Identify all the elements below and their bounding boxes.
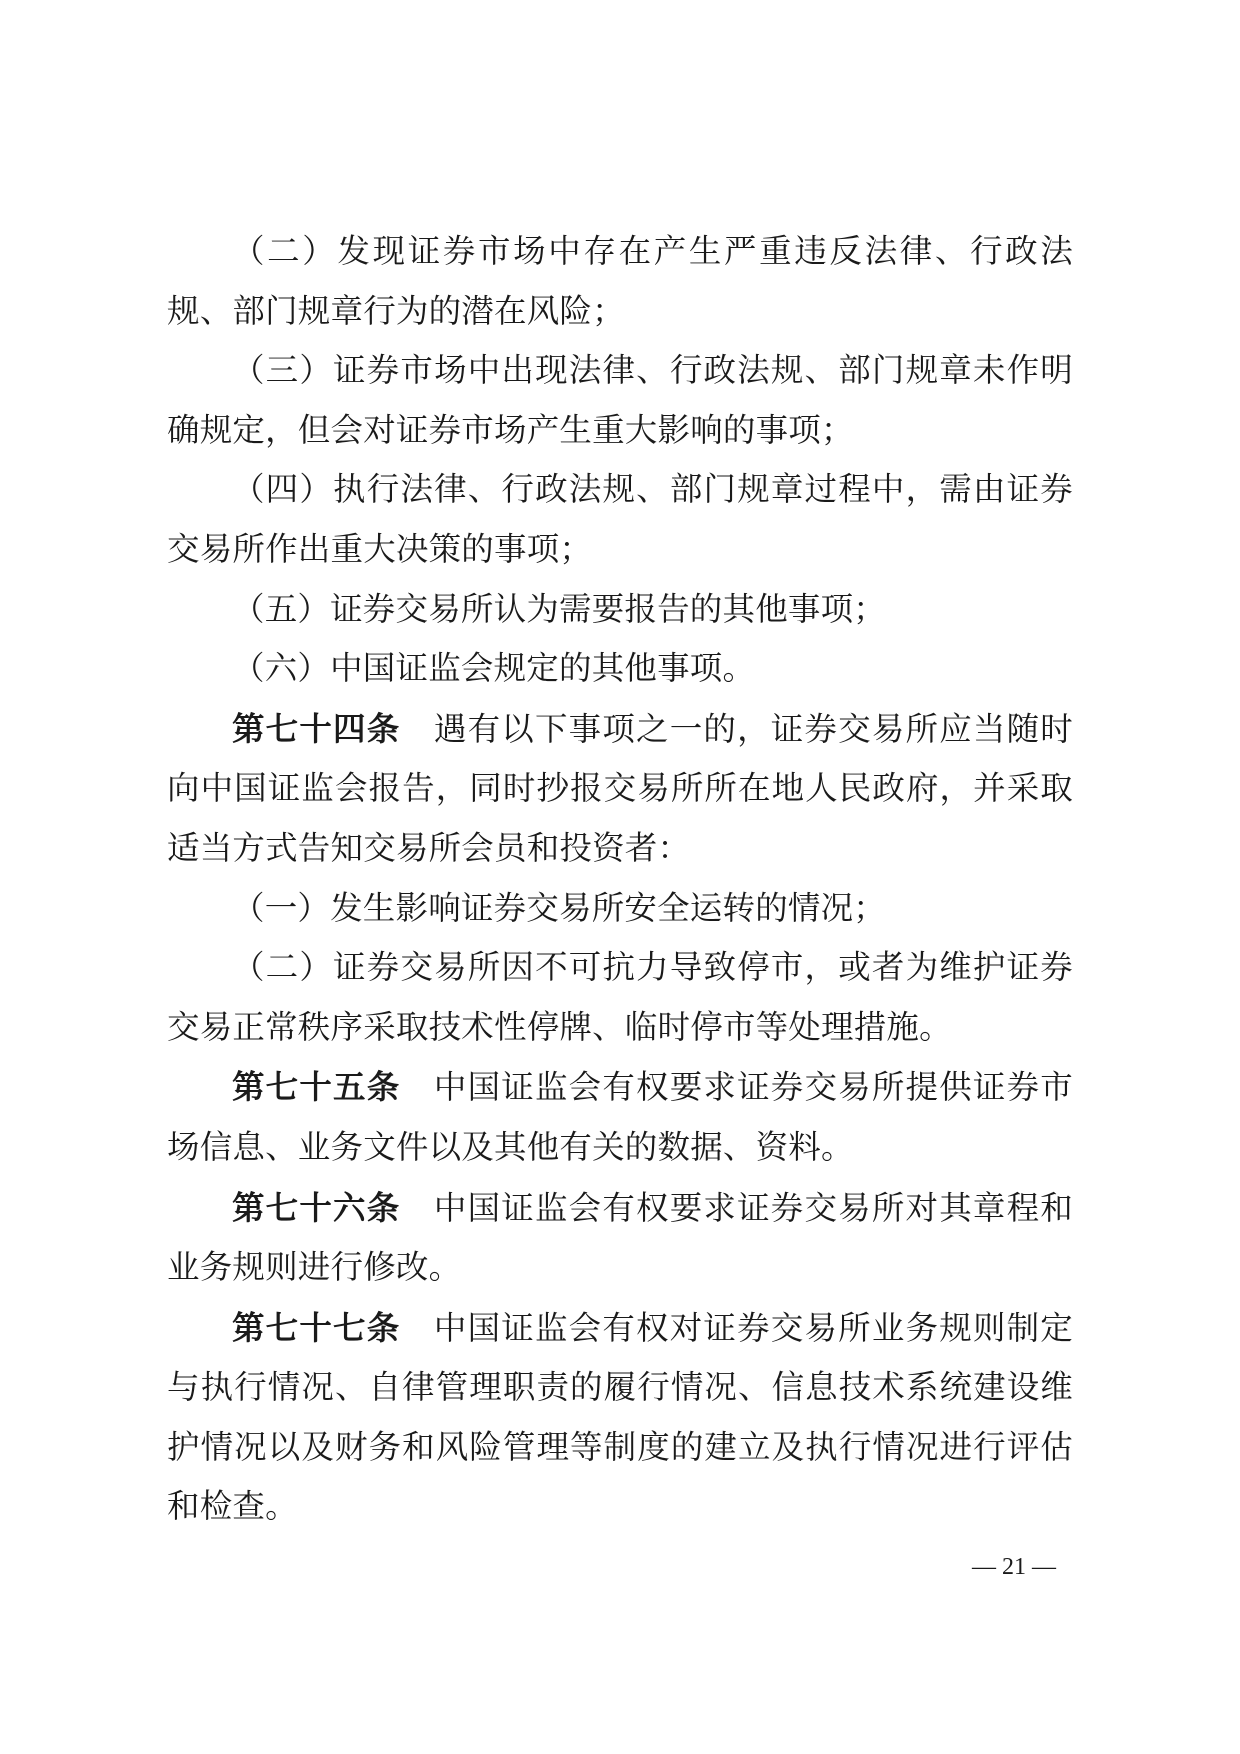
article-text: 中国证监会有权要求证券交易所对其章程和业务规则进行修改。 [167, 1188, 1073, 1287]
item-text: （二）发现证券市场中存在产生严重违反法律、行政法规、部门规章行为的潜在风险； [167, 232, 1073, 330]
item-text: （一）发生影响证券交易所安全运转的情况； [232, 888, 887, 927]
list-item [167, 879, 1073, 939]
item-text: （四）执行法律、行政法规、部门规章过程中，需由证券交易所作出重大决策的事项； [167, 470, 1073, 568]
list-item [167, 460, 1073, 579]
article-text: 中国证监会有权要求证券交易所提供证券市场信息、业务文件以及其他有关的数据、资料。 [167, 1068, 1073, 1166]
page-number: — 21 — [972, 1554, 1056, 1580]
item-text: （二）证券交易所因不可抗力导致停市，或者为维护证券交易正常秩序采取技术性停牌、临时停市等处理措施。 [167, 948, 1073, 1046]
article-paragraph [167, 1178, 1073, 1298]
article-number: 第七十五条 [232, 1067, 401, 1107]
list-item [167, 938, 1073, 1057]
item-text: （三）证券市场中出现法律、行政法规、部门规章未作明确规定，但会对证券市场产生重大影响的事项； [167, 351, 1073, 449]
article-number: 第七十四条 [232, 708, 401, 748]
list-item [167, 580, 1073, 640]
article-text: 中国证监会有权对证券交易所业务规则制定与执行情况、自律管理职责的履行情况、信息技术系统建设维护情况以及财务和风险管理等制度的建立及执行情况进行评估和检查。 [167, 1308, 1073, 1526]
article-number: 第七十七条 [232, 1307, 401, 1347]
article-paragraph [167, 699, 1073, 879]
item-text: （五）证券交易所认为需要报告的其他事项； [232, 589, 887, 628]
body-text [167, 222, 1073, 1537]
list-item [167, 639, 1073, 699]
article-paragraph [167, 1057, 1073, 1177]
article-paragraph [167, 1298, 1073, 1537]
item-text: （六）中国证监会规定的其他事项。 [232, 649, 756, 688]
list-item [167, 222, 1073, 341]
list-item [167, 341, 1073, 460]
article-text: 遇有以下事项之一的，证券交易所应当随时向中国证监会报告，同时抄报交易所所在地人民政府，并采取适当方式告知交易所会员和投资者： [167, 709, 1073, 867]
article-number: 第七十六条 [232, 1187, 401, 1227]
